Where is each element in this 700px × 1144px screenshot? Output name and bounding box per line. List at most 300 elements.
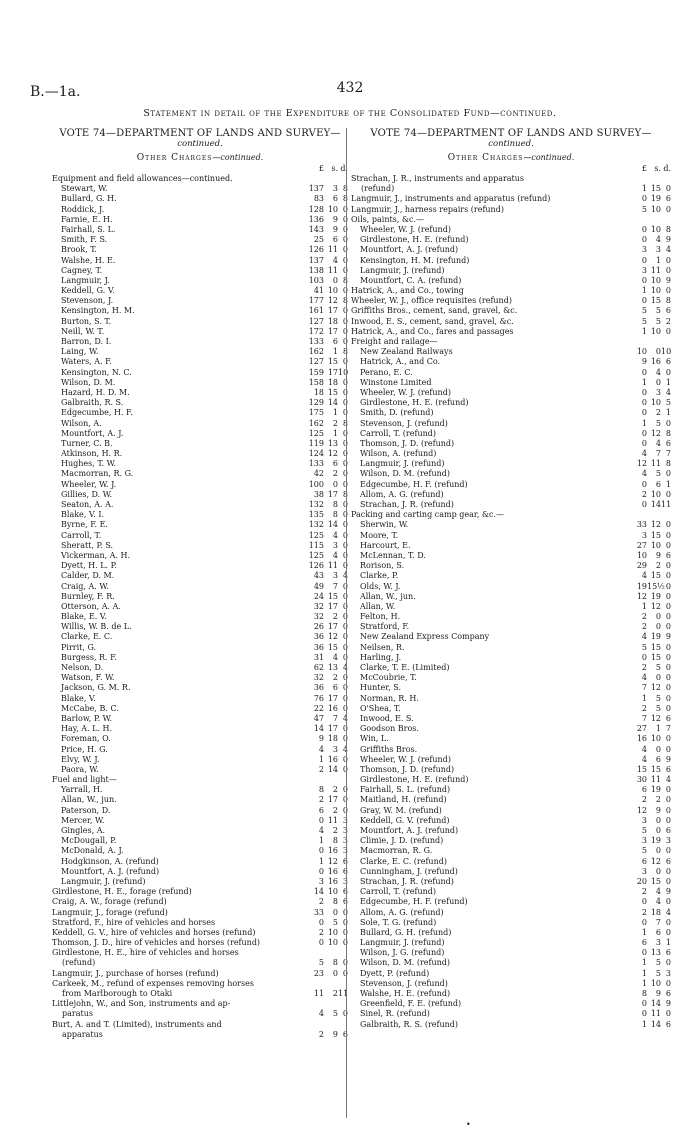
amount: [627, 490, 671, 500]
currency-header: £ s. d.: [641, 164, 671, 173]
ledger-row: [351, 419, 671, 429]
amount: [627, 694, 671, 704]
pence-value: 0: [342, 754, 348, 764]
ledger-row: [52, 816, 348, 826]
ledger-row: [52, 877, 348, 887]
shillings-value: 13: [327, 663, 338, 672]
pence-value: 8: [665, 428, 671, 438]
ledger-row: [52, 357, 348, 367]
payee-name: Blake, V.: [61, 693, 96, 703]
pounds-value: 137: [308, 184, 324, 194]
amount: [304, 653, 348, 663]
amount: [627, 643, 671, 653]
payee-name: Wilson, D. M. (refund): [360, 958, 451, 968]
shillings-value: 10: [650, 326, 661, 336]
pence-value: 9: [665, 235, 671, 245]
shillings-value: 5: [655, 306, 661, 316]
pence-value: 6: [342, 897, 348, 907]
amount: [304, 245, 348, 255]
payee-name: Otterson, A. A.: [61, 601, 121, 611]
amount: [627, 877, 671, 887]
shillings-value: 10: [650, 398, 661, 408]
payee-name: Norman, R. H.: [360, 693, 419, 703]
ledger-row: [52, 388, 348, 398]
pounds-value: 33: [636, 520, 647, 530]
payee-name: Langmuir, J.: [61, 275, 110, 285]
pounds-value: 12: [636, 459, 647, 469]
payee-name: Walshe, H. E. (refund): [360, 989, 451, 998]
ledger-row: [52, 347, 348, 357]
ledger-row: [52, 897, 348, 907]
payee-name: Strachan, J. R. (refund): [360, 500, 454, 509]
pence-value: 0: [342, 377, 348, 387]
pounds-value: 172: [308, 326, 324, 336]
pounds-value: [627, 510, 647, 520]
pounds-value: 49: [313, 581, 324, 591]
pence-value: 0: [342, 214, 348, 224]
payee-name: Allan, W., jun.: [61, 795, 117, 805]
pence-value: 0: [342, 459, 348, 469]
pence-value: 0: [342, 907, 348, 917]
shillings-value: 6: [332, 459, 338, 469]
amount: [627, 408, 671, 418]
pence-value: 0: [665, 846, 671, 856]
shillings-value: 17: [327, 489, 338, 499]
ledger-row: [52, 1009, 348, 1019]
shillings-value: 4: [655, 887, 661, 897]
payee-name: Gray, W. M. (refund): [360, 805, 442, 815]
payee-name: Burgess, R. F.: [61, 652, 117, 662]
ledger-row: [351, 938, 671, 948]
pounds-value: 132: [308, 520, 324, 530]
payee-name: Wilson, A.: [61, 418, 102, 428]
amount: [627, 734, 671, 744]
pence-value: [661, 215, 671, 225]
pounds-value: 5: [318, 958, 324, 968]
ledger-row: [351, 969, 671, 979]
pence-value: 0: [665, 663, 671, 672]
shillings-value: [324, 174, 338, 184]
shillings-value: 15½: [647, 581, 665, 591]
amount: [627, 317, 671, 327]
pounds-value: 0: [641, 917, 647, 927]
pounds-value: 0: [641, 296, 647, 306]
pence-value: 3: [342, 876, 348, 886]
pence-value: 0: [665, 785, 671, 795]
pounds-value: 138: [308, 265, 324, 275]
amount: [304, 795, 348, 805]
pounds-value: 6: [318, 805, 324, 815]
pounds-value: 0: [641, 194, 647, 204]
amount: [304, 632, 348, 642]
amount: [627, 327, 671, 337]
ledger-row: [351, 500, 671, 510]
ledger-row: [351, 826, 671, 836]
amount: [304, 347, 348, 357]
shillings-value: 1: [655, 724, 661, 734]
amount: [627, 571, 671, 581]
payee-name: Greenfield, F. E. (refund): [360, 999, 462, 1009]
pounds-value: 126: [308, 561, 324, 571]
ledger-row: [52, 1030, 348, 1040]
pence-value: 0: [342, 224, 348, 234]
shillings-value: 9: [332, 224, 338, 234]
pence-value: 1: [665, 408, 671, 418]
ledger-row: [351, 541, 671, 551]
ledger-row: [351, 347, 671, 357]
payee-name: Harling, J.: [360, 652, 402, 662]
payee-name: Neill, W. T.: [61, 326, 105, 336]
payee-name: Stratford, F., hire of vehicles and horses: [52, 917, 216, 927]
pounds-value: 0: [641, 367, 647, 377]
ledger-row: [351, 724, 671, 734]
ledger-row: [52, 602, 348, 612]
pence-value: 0: [342, 337, 348, 346]
shillings-value: 12: [650, 428, 661, 438]
pence-value: 0: [665, 897, 671, 907]
ledger-row: [351, 683, 671, 693]
ledger-row: [52, 520, 348, 530]
amount: [304, 429, 348, 439]
shillings-value: 11: [327, 815, 338, 825]
amount: [304, 296, 348, 306]
pence-value: 0: [665, 795, 671, 805]
amount: [627, 704, 671, 714]
shillings-value: [324, 979, 338, 989]
payee-name: Griffiths Bros., cement, sand, gravel, &c.: [351, 306, 518, 316]
payee-name: Clarke, E. C. (refund): [360, 856, 447, 866]
amount: [627, 897, 671, 907]
shillings-value: 11: [650, 265, 661, 275]
ledger-row: [52, 948, 348, 958]
amount: [627, 612, 671, 622]
shillings-value: 19: [650, 194, 661, 204]
payee-name: Galbraith, R. S. (refund): [360, 1019, 459, 1029]
shillings-value: 14: [327, 764, 338, 774]
amount: [304, 918, 348, 928]
pounds-value: 9: [318, 734, 324, 744]
amount: [627, 867, 671, 877]
pence-value: 0: [665, 469, 671, 479]
amount: [304, 806, 348, 816]
amount: [304, 775, 348, 785]
payee-name: Burton, S. T.: [61, 316, 112, 326]
ledger-row: [52, 673, 348, 683]
pounds-value: 2: [318, 795, 324, 805]
payee-name: Fairhall, S. L. (refund): [360, 785, 451, 795]
pence-value: 9: [665, 754, 671, 764]
amount: [304, 225, 348, 235]
pence-value: 0: [342, 652, 348, 662]
shillings-value: 10: [327, 927, 338, 937]
pence-value: 8: [665, 224, 671, 234]
payee-name: Thomson, J. D. (refund): [360, 764, 455, 774]
amount: [304, 724, 348, 734]
ledger-row: [52, 368, 348, 378]
pounds-value: [627, 174, 647, 184]
pence-value: 0: [665, 489, 671, 499]
amount: [304, 867, 348, 877]
ledger-row: [52, 541, 348, 551]
pence-value: 8: [342, 296, 348, 306]
amount: [304, 673, 348, 683]
payee-name: Moore, T.: [360, 530, 399, 540]
amount: [304, 704, 348, 714]
pence-value: 8: [342, 194, 348, 204]
shillings-value: 3: [332, 571, 338, 581]
pounds-value: 9: [641, 357, 647, 367]
pounds-value: 26: [313, 622, 324, 632]
shillings-value: 4: [655, 897, 661, 907]
payee-name: Thomson, J. D., hire of vehicles and horses (refund): [52, 938, 261, 948]
shillings-value: 4: [332, 652, 338, 662]
pence-value: 0: [665, 958, 671, 968]
amount: [304, 663, 348, 673]
payee-name: Laing, W.: [61, 347, 99, 357]
pounds-value: 2: [641, 887, 647, 897]
pence-value: 4: [665, 775, 671, 785]
shillings-value: 1: [332, 428, 338, 438]
shillings-value: 17: [327, 622, 338, 632]
ledger-row: [351, 520, 671, 530]
shillings-value: [647, 174, 661, 184]
ledger-row: [351, 245, 671, 255]
amount: [304, 571, 348, 581]
shillings-value: 10: [327, 286, 338, 296]
ledger-row: [52, 795, 348, 805]
payee-name: Clarke, P.: [360, 571, 399, 581]
pounds-value: 126: [308, 245, 324, 255]
amount: [627, 857, 671, 867]
payee-name: Clarke, E. C.: [61, 632, 113, 642]
pence-value: 6: [665, 194, 671, 204]
pence-value: 0: [665, 540, 671, 550]
pence-value: 3: [665, 968, 671, 978]
ledger-row: [351, 429, 671, 439]
amount: [304, 1030, 348, 1040]
pence-value: 0: [342, 530, 348, 540]
pounds-value: 137: [308, 255, 324, 265]
ledger-row: [351, 276, 671, 286]
shillings-value: 16: [327, 703, 338, 713]
amount: [304, 592, 348, 602]
payee-name: Wheeler, W. J.: [61, 479, 117, 489]
pounds-value: 5: [641, 826, 647, 835]
pounds-value: 15: [636, 764, 647, 774]
shillings-value: 0: [655, 612, 661, 622]
pence-value: 0: [342, 642, 348, 652]
pence-value: 0: [342, 581, 348, 591]
pence-value: 0: [665, 917, 671, 927]
pounds-value: 0: [641, 398, 647, 408]
shillings-value: 16: [327, 876, 338, 886]
pence-value: 6: [665, 989, 671, 998]
amount: [627, 714, 671, 724]
payee-name: Stratford, F.: [360, 622, 410, 632]
pounds-value: 7: [641, 683, 647, 693]
pounds-value: 3: [641, 245, 647, 255]
pence-value: 6: [665, 306, 671, 316]
pounds-value: 175: [308, 408, 324, 418]
ledger-row: [52, 582, 348, 592]
pounds-value: 20: [636, 876, 647, 886]
payee-name: (refund): [361, 184, 395, 194]
payee-name: Stewart, W.: [61, 184, 108, 194]
amount: [304, 205, 348, 215]
shillings-value: 2: [332, 805, 338, 815]
pence-value: 6: [665, 826, 671, 835]
shillings-value: 10: [650, 978, 661, 988]
ledger-row: [52, 653, 348, 663]
amount: [627, 969, 671, 979]
pence-value: 7: [665, 724, 671, 734]
amount: [304, 174, 348, 184]
shillings-value: 4: [332, 550, 338, 560]
ledger-row: [52, 510, 348, 520]
ledger-row: [351, 694, 671, 704]
shillings-value: 2: [655, 408, 661, 418]
pence-value: 0: [342, 540, 348, 550]
ledger-row: [351, 327, 671, 337]
ledger-row: [351, 256, 671, 266]
shillings-value: 10: [327, 887, 338, 897]
pounds-value: 22: [313, 703, 324, 713]
payee-name: Carroll, T.: [61, 530, 102, 540]
payee-name: Harcourt, E.: [360, 540, 411, 550]
payee-name: Turner, C. B.: [61, 438, 113, 448]
amount: [304, 388, 348, 398]
pence-value: 6: [665, 764, 671, 774]
amount: [627, 225, 671, 235]
shillings-value: 19: [650, 591, 661, 601]
shillings-value: 19: [650, 836, 661, 846]
pounds-value: 127: [308, 316, 324, 326]
shillings-value: 8: [332, 500, 338, 509]
pounds-value: 1: [641, 693, 647, 703]
shillings-value: 0: [655, 347, 661, 357]
pence-value: [661, 337, 671, 347]
payee-name: Keddell, G. V.: [61, 286, 115, 296]
payee-name: Oils, paints, &c.—: [351, 214, 425, 224]
shillings-value: [647, 215, 661, 225]
pence-value: 1: [665, 377, 671, 387]
pounds-value: 2: [318, 764, 324, 774]
pounds-value: 4: [318, 1009, 324, 1019]
pence-value: 0: [342, 500, 348, 509]
pence-value: 0: [665, 876, 671, 886]
shillings-value: 11: [650, 1009, 661, 1019]
ledger-row: [52, 490, 348, 500]
pence-value: 6: [342, 866, 348, 876]
pounds-value: 127: [308, 357, 324, 367]
shillings-value: [324, 1020, 338, 1030]
amount: [304, 948, 348, 958]
shillings-value: 10: [650, 275, 661, 285]
pounds-value: 3: [641, 530, 647, 540]
pence-value: 0: [665, 326, 671, 336]
payee-name: Gillies, D. W.: [61, 489, 113, 499]
pence-value: 1: [665, 938, 671, 948]
shillings-value: 5: [332, 1009, 338, 1019]
amount: [627, 480, 671, 490]
payee-name: Hatrick, A., and Co., towing: [351, 286, 464, 296]
shillings-value: 16: [327, 846, 338, 856]
ledger-row: [52, 571, 348, 581]
shillings-value: 4: [332, 530, 338, 540]
pounds-value: 115: [308, 540, 324, 550]
amount: [304, 500, 348, 510]
pounds-value: 3: [318, 876, 324, 886]
ledger-row: [351, 469, 671, 479]
ledger-row: [52, 724, 348, 734]
currency-header: £ s. d.: [318, 164, 348, 173]
payee-name: Foreman, O.: [61, 734, 111, 744]
amount: [304, 1009, 348, 1019]
payee-name: Sherwin, W.: [360, 520, 409, 530]
shillings-value: 10: [650, 204, 661, 214]
pounds-value: 1: [318, 754, 324, 764]
payee-name: Galbraith, R. S.: [61, 398, 124, 408]
shillings-value: 0: [655, 815, 661, 825]
ledger-row: [351, 551, 671, 561]
ledger-row: [351, 643, 671, 653]
payee-name: Wilson, D. M. (refund): [360, 469, 451, 479]
pence-value: 0: [665, 367, 671, 377]
pence-value: 9: [665, 632, 671, 642]
shillings-value: 2: [332, 418, 338, 428]
shillings-value: 7: [655, 917, 661, 927]
pounds-value: 83: [313, 194, 324, 204]
pence-value: 0: [342, 785, 348, 795]
payee-name: Fuel and light—: [52, 775, 117, 785]
amount: [627, 276, 671, 286]
ledger-row: [52, 989, 348, 999]
amount: [627, 469, 671, 479]
pence-value: 9: [665, 275, 671, 285]
pence-value: 0: [665, 927, 671, 937]
amount: [627, 541, 671, 551]
payee-name: Kensington, H. M.: [61, 306, 135, 316]
shillings-value: 18: [327, 734, 338, 744]
pence-value: [661, 510, 671, 520]
ledger-row: [351, 734, 671, 744]
payee-name: Barlow, P. W.: [61, 713, 113, 723]
payee-name: Hatrick, A., and Co.: [360, 357, 441, 367]
payee-name: Elvy, W. J.: [61, 754, 100, 764]
amount: [304, 714, 348, 724]
pounds-value: 12: [636, 805, 647, 815]
amount: [304, 683, 348, 693]
payee-name: Clarke, T. E. (Limited): [360, 663, 450, 672]
shillings-value: 12: [650, 856, 661, 866]
pounds-value: 0: [318, 866, 324, 876]
amount: [304, 490, 348, 500]
amount: [627, 999, 671, 1009]
ledger-row: [52, 663, 348, 673]
pence-value: 3: [342, 846, 348, 856]
amount: [304, 439, 348, 449]
amount: [304, 449, 348, 459]
amount: [304, 612, 348, 622]
amount: [627, 755, 671, 765]
amount: [627, 449, 671, 459]
shillings-value: 0: [655, 377, 661, 387]
pounds-value: 0: [641, 1009, 647, 1019]
amount: [627, 938, 671, 948]
payee-name: Wilson, J. G. (refund): [360, 948, 445, 958]
pounds-value: 0: [641, 897, 647, 907]
amount: [627, 184, 671, 194]
